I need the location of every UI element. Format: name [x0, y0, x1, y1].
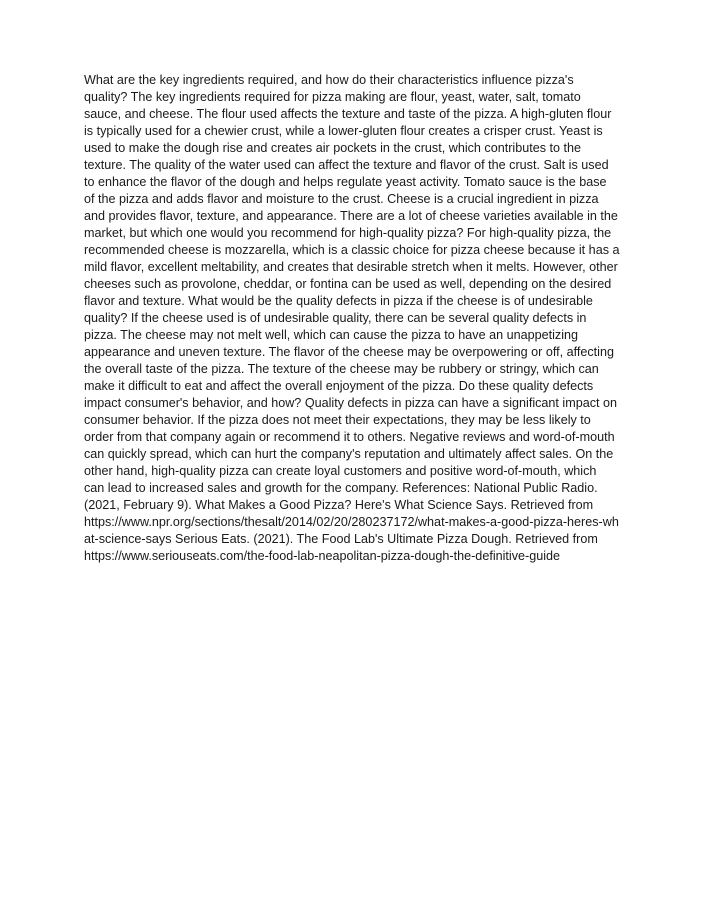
text-line: recommended cheese is mozzarella, which is a classic choice for pizza cheese because it has a [84, 243, 620, 257]
text-line: and provides flavor, texture, and appearance. There are a lot of cheese varieties available in the [84, 209, 618, 223]
text-line: used to make the dough rise and creates air pockets in the crust, which contributes to the [84, 141, 582, 155]
link-text-line: https://www.seriouseats.com/the-food-lab-neapolitan-pizza-dough-the-definitive-guide [84, 549, 561, 563]
text-line: texture. The quality of the water used can affect the texture and flavor of the crust. Salt is used [84, 158, 609, 172]
text-line: can quickly spread, which can hurt the company's reputation and ultimately affect sales. On the [84, 447, 614, 461]
text-line: What are the key ingredients required, and how do their characteristics influence pizza's [84, 73, 574, 87]
text-line: sauce, and cheese. The flour used affects the texture and taste of the pizza. A high-gluten flour [84, 107, 612, 121]
text-line: can lead to increased sales and growth for the company. References: National Public Radio. [84, 481, 598, 495]
text-line: (2021, February 9). What Makes a Good Pizza? Here's What Science Says. Retrieved from [84, 498, 594, 512]
text-line: market, but which one would you recommend for high-quality pizza? For high-quality pizza, the [84, 226, 612, 240]
text-line: quality? If the cheese used is of undesirable quality, there can be several quality defects in [84, 311, 587, 325]
text-line: cheeses such as provolone, cheddar, or fontina can be used as well, depending on the desired [84, 277, 612, 291]
text-line: is typically used for a chewier crust, while a lower-gluten flour creates a crisper crust. Yeast is [84, 124, 603, 138]
body-paragraph [84, 72, 640, 565]
text-line: pizza. The cheese may not melt well, which can cause the pizza to have an unappetizing [84, 328, 579, 342]
text-line: at-science-says Serious Eats. (2021). The Food Lab's Ultimate Pizza Dough. Retrieved from [84, 532, 598, 546]
text-line: quality? The key ingredients required for pizza making are flour, yeast, water, salt, tomato [84, 90, 581, 104]
text-line: order from that company again or recommend it to others. Negative reviews and word-of-mouth [84, 430, 615, 444]
text-line: mild flavor, excellent meltability, and creates that desirable stretch when it melts. However, other [84, 260, 618, 274]
text-line: consumer behavior. If the pizza does not meet their expectations, they may be less likely to [84, 413, 591, 427]
text-line: of the pizza and adds flavor and moisture to the crust. Cheese is a crucial ingredient in pizza [84, 192, 599, 206]
text-line: the overall taste of the pizza. The texture of the cheese may be rubbery or stringy, which can [84, 362, 599, 376]
link-text-line: https://www.npr.org/sections/thesalt/2014/02/20/280237172/what-makes-a-good-pizza-heres-wh [84, 515, 619, 529]
text-line: to enhance the flavor of the dough and helps regulate yeast activity. Tomato sauce is the base [84, 175, 607, 189]
text-line: other hand, high-quality pizza can create loyal customers and positive word-of-mouth, which [84, 464, 597, 478]
text-line: flavor and texture. What would be the quality defects in pizza if the cheese is of undesirable [84, 294, 593, 308]
text-line: appearance and uneven texture. The flavor of the cheese may be overpowering or off, affecting [84, 345, 614, 359]
text-line: make it difficult to eat and affect the overall enjoyment of the pizza. Do these quality defects [84, 379, 594, 393]
text-line: impact consumer's behavior, and how? Quality defects in pizza can have a significant impact on [84, 396, 618, 410]
